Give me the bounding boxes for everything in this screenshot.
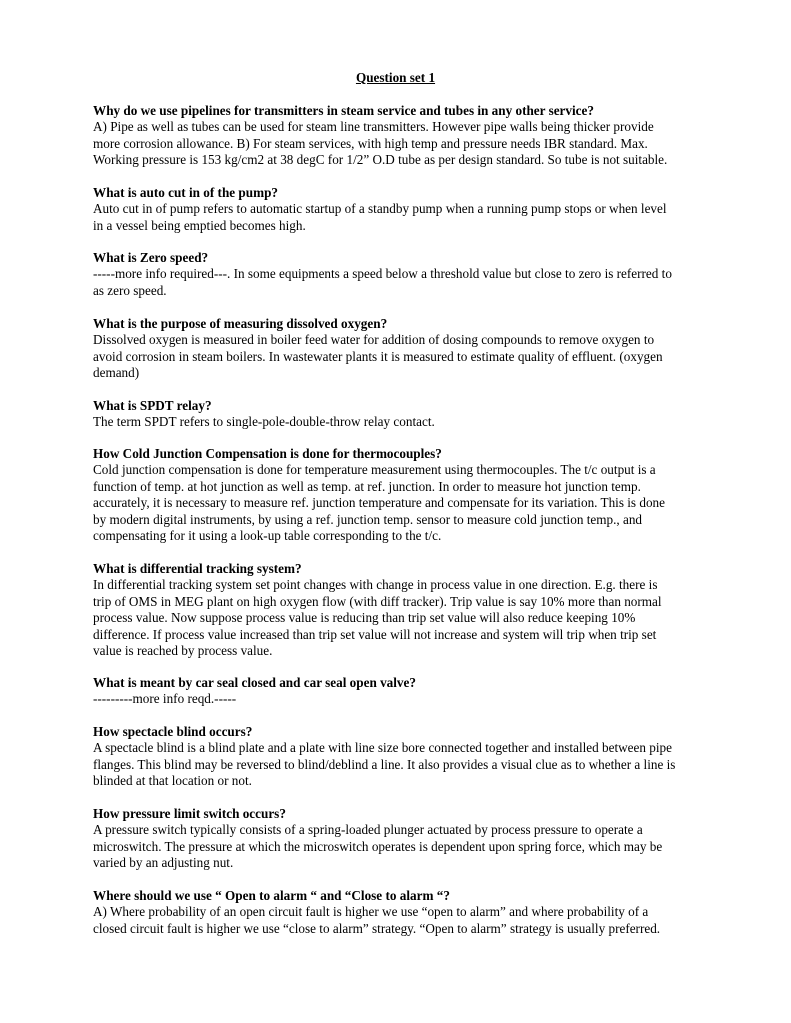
qa-item-spdt-relay bbox=[93, 398, 723, 431]
answer-line: A) Where probability of an open circuit fault is higher we use “open to alarm” and where probability of a bbox=[93, 904, 649, 920]
answer-line: In differential tracking system set point changes with change in process value in one direction. E.g. there is bbox=[93, 577, 658, 593]
question: What is differential tracking system? bbox=[93, 561, 302, 576]
document-title: Question set 1 bbox=[355, 70, 436, 85]
answer-line: accurately, it is necessary to measure ref. junction temperature and compensate for its variation. This is done bbox=[93, 495, 665, 511]
question: How spectacle blind occurs? bbox=[93, 724, 253, 739]
qa-item-dissolved-oxygen bbox=[93, 316, 723, 382]
answer bbox=[93, 740, 723, 789]
qa-item-car-seal bbox=[93, 675, 723, 708]
answer-line: -----more info required---. In some equipments a speed below a threshold value but close to zero is referred to bbox=[93, 266, 672, 282]
answer-line: blinded at that location or not. bbox=[93, 773, 252, 789]
answer-line: A spectacle blind is a blind plate and a plate with line size bore connected together and installed between pipe bbox=[93, 740, 672, 756]
question: What is auto cut in of the pump? bbox=[93, 185, 279, 200]
question: How Cold Junction Compensation is done for thermocouples? bbox=[93, 446, 442, 461]
question: Where should we use “ Open to alarm “ and “Close to alarm “? bbox=[93, 888, 450, 903]
answer-line: microswitch. The pressure at which the microswitch operates is dependent upon spring force, which may be bbox=[93, 838, 663, 854]
qa-item-open-close-alarm bbox=[93, 888, 723, 937]
answer-line: trip of OMS in MEG plant on high oxygen flow (with diff tracker). Trip value is say 10% more than normal bbox=[93, 593, 662, 609]
question: What is the purpose of measuring dissolved oxygen? bbox=[93, 316, 388, 331]
qa-item-zero-speed bbox=[93, 250, 723, 299]
answer bbox=[93, 904, 723, 937]
answer-line: as zero speed. bbox=[93, 282, 167, 298]
answer-line: Cold junction compensation is done for temperature measurement using thermocouples. The t/c output is a bbox=[93, 462, 656, 478]
answer-line: Working pressure is 153 kg/cm2 at 38 degC for 1/2” O.D tube as per design standard. So tube is not suitable. bbox=[93, 152, 668, 168]
answer-line: demand) bbox=[93, 365, 140, 381]
answer-line: in a vessel being emptied becomes high. bbox=[93, 217, 306, 233]
answer-line: A) Pipe as well as tubes can be used for steam line transmitters. However pipe walls being thicker provide bbox=[93, 119, 654, 135]
answer-line: Dissolved oxygen is measured in boiler feed water for addition of dosing compounds to remove oxygen to bbox=[93, 332, 655, 348]
answer-line: more corrosion allowance. B) For steam services, with high temp and pressure needs IBR standard. Max. bbox=[93, 135, 648, 151]
qa-item-spectacle-blind bbox=[93, 724, 723, 790]
answer-line: A pressure switch typically consists of a spring-loaded plunger actuated by process pressure to operate a bbox=[93, 822, 643, 838]
qa-item-differential-tracking bbox=[93, 561, 723, 659]
question: What is Zero speed? bbox=[93, 250, 209, 265]
answer-line: function of temp. at hot junction as well as temp. at ref. junction. In order to measure hot junction temp. bbox=[93, 478, 641, 494]
answer bbox=[93, 691, 723, 707]
answer-line: ---------more info reqd.----- bbox=[93, 691, 237, 707]
answer-line: The term SPDT refers to single-pole-double-throw relay contact. bbox=[93, 414, 435, 430]
qa-item-pressure-switch bbox=[93, 806, 723, 872]
answer-line: by modern digital instruments, by using a ref. junction temp. sensor to measure cold junction temp., and bbox=[93, 511, 643, 527]
answer-line: varied by an adjusting nut. bbox=[93, 855, 234, 871]
answer-line: Auto cut in of pump refers to automatic startup of a standby pump when a running pump stops or when level bbox=[93, 201, 667, 217]
answer bbox=[93, 119, 723, 168]
answer bbox=[93, 332, 723, 381]
answer-line: flanges. This blind may be reversed to blind/deblind a line. It also provides a visual clue as to whether a line is bbox=[93, 756, 676, 772]
answer-line: difference. If process value increased than trip set value will not increase and system will trip when trip set bbox=[93, 626, 657, 642]
question: Why do we use pipelines for transmitters in steam service and tubes in any other service? bbox=[93, 103, 594, 118]
answer-line: compensating for it using a look-up table corresponding to the t/c. bbox=[93, 528, 442, 544]
qa-item-pipelines bbox=[93, 103, 723, 169]
question: How pressure limit switch occurs? bbox=[93, 806, 286, 821]
qa-item-auto-cut-in bbox=[93, 185, 723, 234]
answer-line: avoid corrosion in steam boilers. In wastewater plants it is measured to estimate quality of effluent. (oxygen bbox=[93, 348, 663, 364]
qa-item-cold-junction bbox=[93, 446, 723, 544]
answer bbox=[93, 462, 723, 544]
answer bbox=[93, 201, 723, 234]
answer bbox=[93, 414, 723, 430]
answer bbox=[93, 266, 723, 299]
answer-line: process value. Now suppose process value is reducing than trip set value will also reduce keeping 10% bbox=[93, 610, 636, 626]
answer-line: value is reached by process value. bbox=[93, 643, 273, 659]
question: What is SPDT relay? bbox=[93, 398, 212, 413]
question: What is meant by car seal closed and car seal open valve? bbox=[93, 675, 416, 690]
answer-line: closed circuit fault is higher we use “close to alarm” strategy. “Open to alarm” strategy is usually preferred. bbox=[93, 920, 661, 936]
answer bbox=[93, 577, 723, 659]
answer bbox=[93, 822, 723, 871]
